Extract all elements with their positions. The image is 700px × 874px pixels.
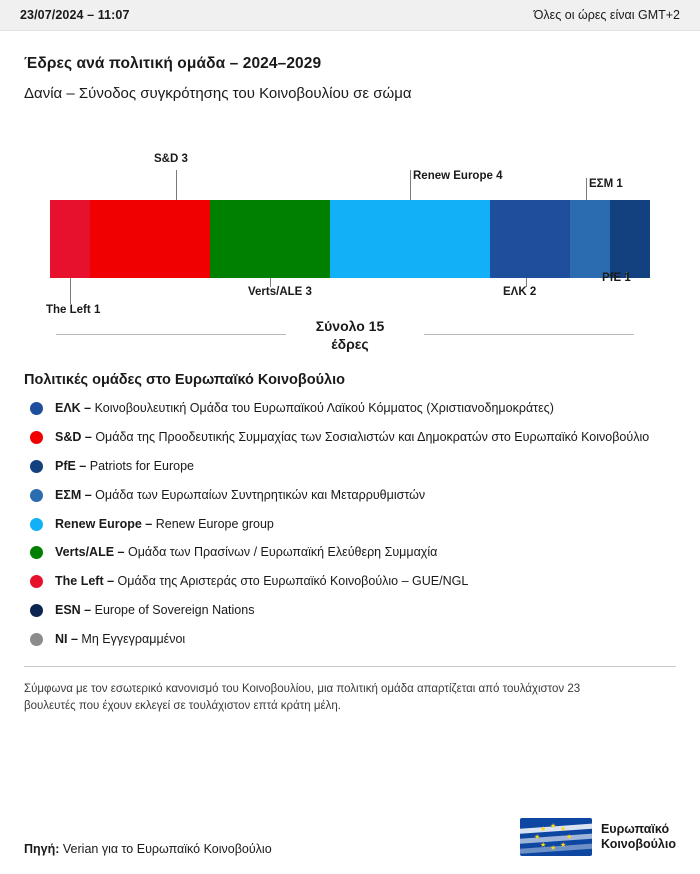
legend-item-text	[55, 429, 649, 446]
legend-item-abbr: NI –	[55, 632, 78, 646]
legend-item-desc: Μη Εγγεγραμμένοι	[81, 632, 186, 646]
total-seats-row	[24, 312, 676, 354]
bar-label-sd	[154, 153, 188, 165]
leader-line-sd	[176, 170, 177, 200]
legend-item-abbr: Renew Europe –	[55, 516, 153, 531]
eu-stars-icon: ★ ★ ★ ★ ★ ★ ★ ★	[533, 823, 573, 852]
page-subtitle: Δανία – Σύνοδος συγκρότησης του Κοινοβουλίου σε σώμα	[24, 85, 412, 102]
legend-color-dot-icon	[30, 633, 43, 646]
legend-item-text	[55, 400, 554, 417]
legend-item-abbr: S&D –	[55, 429, 92, 444]
legend-item-text	[55, 573, 468, 590]
bar-label-the-left-count: 1	[93, 304, 101, 316]
status-bar	[0, 0, 700, 31]
legend-item-pfe[interactable]	[24, 458, 676, 475]
leader-line-esm	[586, 178, 587, 200]
stacked-bar	[50, 200, 650, 278]
seats-stacked-bar-chart	[24, 148, 676, 316]
source-value: Verian για το Ευρωπαϊκό Κοινοβούλιο	[62, 842, 272, 856]
eu-flag-icon	[520, 818, 592, 856]
timezone-label: Όλες οι ώρες είναι GMT+2	[533, 8, 680, 22]
legend-item-desc: Patriots for Europe	[89, 458, 194, 473]
legend-item-elk[interactable]	[24, 400, 676, 417]
legend-color-dot-icon	[30, 546, 43, 559]
bar-segment-esm[interactable]	[570, 200, 610, 278]
legend-color-dot-icon	[30, 604, 43, 617]
bar-segment-pfe[interactable]	[610, 200, 650, 278]
bar-label-verts-ale-count: 3	[305, 286, 312, 298]
legend-item-abbr: ESN –	[55, 603, 92, 618]
bar-segment-the-left[interactable]	[50, 200, 90, 278]
footer-row	[24, 818, 676, 856]
legend-item-desc: Κοινοβουλευτική Ομάδα του Ευρωπαϊκού Λαϊκού Κόμματος (Χριστιανοδημοκράτες)	[94, 401, 554, 415]
bar-label-the-left-name: The Left	[46, 304, 91, 316]
legend-item-desc: Ομάδα της Προοδευτικής Συμμαχίας των Σοσιαλιστών και Δημοκρατών στο Ευρωπαϊκό Κοινοβούλιο	[95, 429, 650, 444]
bar-label-verts-ale	[248, 286, 312, 298]
bar-label-elk-count: 2	[529, 286, 537, 298]
european-parliament-wordmark	[601, 822, 676, 852]
legend-item-abbr: The Left –	[55, 574, 115, 589]
legend-color-dot-icon	[30, 518, 43, 531]
legend-item-renew-europe[interactable]	[24, 516, 676, 533]
leader-line-renew	[410, 170, 411, 200]
page-content	[0, 55, 700, 648]
bar-label-sd-name: S&D	[154, 153, 179, 165]
datetime-label: 23/07/2024 – 11:07	[20, 8, 130, 22]
bar-segment-sd[interactable]	[90, 200, 210, 278]
legend-item-sd[interactable]	[24, 429, 676, 446]
legend-item-text	[55, 516, 274, 533]
legend-item-text	[55, 602, 254, 619]
legend-item-text	[55, 458, 194, 475]
legend-item-the-left[interactable]	[24, 573, 676, 590]
bar-label-esm-count: 1	[616, 178, 623, 190]
source-label: Πηγή:	[24, 842, 60, 856]
legend-color-dot-icon	[30, 460, 43, 473]
legend-item-verts-ale[interactable]	[24, 544, 676, 561]
bar-label-renew-europe	[413, 170, 503, 182]
bar-label-esm-name: ΕΣΜ	[589, 178, 614, 190]
bar-label-pfe	[602, 272, 631, 284]
legend-item-desc: Ομάδα των Πρασίνων / Ευρωπαϊκή Ελεύθερη Συμμαχία	[127, 545, 438, 560]
leader-line-the-left	[70, 278, 71, 304]
legend-item-abbr: ΕΣΜ –	[55, 487, 92, 502]
legend-item-esm[interactable]	[24, 487, 676, 504]
bar-label-elk-name: ΕΛΚ	[503, 286, 527, 298]
legend-item-text	[55, 631, 185, 648]
legend-item-esn[interactable]	[24, 602, 676, 619]
bar-label-sd-count: 3	[181, 153, 188, 165]
legend-item-ni[interactable]	[24, 631, 676, 648]
bar-label-elk	[503, 286, 536, 298]
legend-item-desc: Europe of Sovereign Nations	[94, 603, 255, 618]
brand-line-2: Κοινοβούλιο	[600, 837, 676, 851]
bar-label-verts-ale-name: Verts/ALE	[248, 286, 303, 298]
bar-label-pfe-name: PfE	[602, 272, 622, 284]
source-line	[24, 842, 272, 856]
legend-item-desc: Ομάδα της Αριστεράς στο Ευρωπαϊκό Κοινοβούλιο – GUE/NGL	[117, 574, 469, 589]
bar-label-esm	[589, 178, 623, 190]
legend-color-dot-icon	[30, 575, 43, 588]
bar-segment-elk[interactable]	[490, 200, 570, 278]
legend-item-text	[55, 487, 425, 504]
legend-item-abbr: Verts/ALE –	[55, 545, 125, 560]
bar-segment-renew-europe[interactable]	[330, 200, 490, 278]
legend-item-desc: Renew Europe group	[155, 516, 274, 531]
total-seats	[24, 318, 676, 353]
total-seats-unit: έδρες	[331, 335, 369, 352]
bar-label-pfe-count: 1	[624, 272, 631, 284]
legend-color-dot-icon	[30, 431, 43, 444]
total-seats-label: Σύνολο 15	[315, 318, 385, 334]
legend-item-desc: Ομάδα των Ευρωπαίων Συντηρητικών και Μεταρρυθμιστών	[95, 487, 426, 502]
brand-line-1: Ευρωπαϊκό	[600, 822, 670, 836]
legend-list	[24, 400, 676, 648]
legend-title: Πολιτικές ομάδες στο Ευρωπαϊκό Κοινοβούλιο	[24, 372, 345, 388]
legend-color-dot-icon	[30, 402, 43, 415]
legend-color-dot-icon	[30, 489, 43, 502]
bar-segment-verts-ale[interactable]	[210, 200, 330, 278]
page-title: Έδρες ανά πολιτική ομάδα – 2024–2029	[24, 55, 322, 72]
footnote: Σύμφωνα με τον εσωτερικό κανονισμό του Κοινοβουλίου, μια πολιτική ομάδα απαρτίζεται από τουλάχιστον 23 βουλευτές που έχουν εκλεγεί σε τουλάχιστον επτά κράτη μέλη.	[24, 682, 581, 712]
legend-item-abbr: ΕΛΚ –	[55, 401, 92, 415]
european-parliament-logo	[520, 818, 676, 856]
legend-item-abbr: PfE –	[55, 458, 87, 473]
bar-label-renew-europe-name: Renew Europe	[413, 170, 493, 182]
bar-label-renew-europe-count: 4	[496, 170, 503, 182]
legend-item-text	[55, 544, 437, 561]
